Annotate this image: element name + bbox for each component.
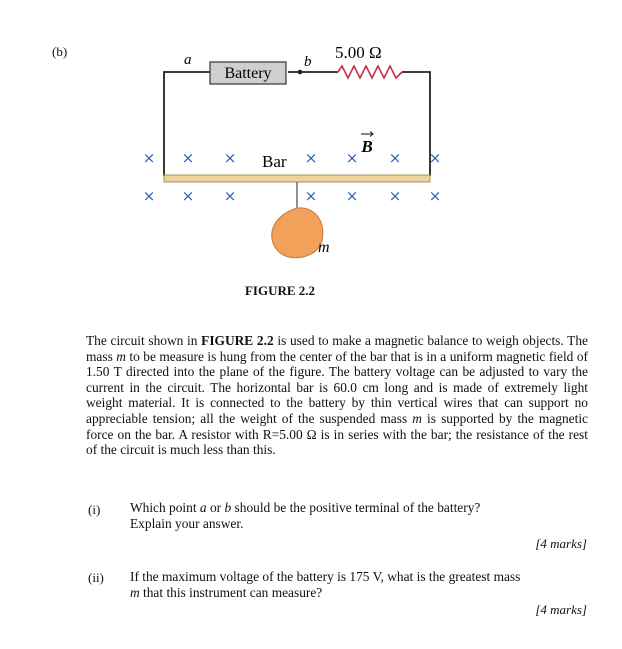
field-x-marker: ×: [304, 187, 318, 205]
right-wire: [402, 72, 430, 176]
field-x-marker: ×: [304, 149, 318, 167]
mass-label: m: [318, 239, 330, 256]
field-x-marker: ×: [428, 149, 442, 167]
terminal-b-dot: [298, 70, 303, 75]
terminal-a-label: a: [184, 52, 192, 68]
question-text: Which point a or b should be the positive terminal of the battery? Explain your answer.: [130, 500, 481, 531]
field-x-marker: ×: [142, 149, 156, 167]
bar-label: Bar: [262, 152, 287, 171]
question-number: (i): [88, 502, 101, 517]
question-marks: [4 marks]: [535, 602, 587, 617]
part-label: (b): [52, 44, 68, 59]
question-number: (ii): [88, 570, 104, 585]
field-x-marker: ×: [181, 149, 195, 167]
field-label: B: [361, 137, 373, 156]
vector-arrow-icon: [361, 132, 373, 137]
field-x-marker: ×: [388, 149, 402, 167]
horizontal-bar: [164, 175, 430, 182]
battery-label: Battery: [224, 65, 272, 82]
terminal-b-label: b: [304, 54, 312, 70]
field-x-marker: ×: [388, 187, 402, 205]
field-x-marker: ×: [142, 187, 156, 205]
resistor-zigzag: [338, 66, 402, 78]
resistor-label: 5.00 Ω: [335, 43, 382, 62]
question-text: If the maximum voltage of the battery is 175 V, what is the greatest mass m that this instrument can measure?: [130, 569, 521, 600]
field-x-marker: ×: [223, 149, 237, 167]
question-marks: [4 marks]: [535, 536, 587, 551]
field-x-marker: ×: [345, 187, 359, 205]
field-x-marker: ×: [181, 187, 195, 205]
hanging-mass: [272, 208, 323, 258]
field-x-marker: ×: [428, 187, 442, 205]
circuit-figure: [140, 38, 460, 268]
field-x-marker: ×: [223, 187, 237, 205]
field-x-marker: ×: [345, 149, 359, 167]
figure-caption: FIGURE 2.2: [244, 283, 316, 298]
problem-paragraph: The circuit shown in FIGURE 2.2 is used to make a magnetic balance to weigh objects. The mass m to be measure is hung from the center of the bar that is in a uniform magnetic field of 1.50 T directed into the plane of the figure. The battery voltage can be adjusted to vary the current in the circuit. The horizontal bar is 60.0 cm long and is made of extremely light weight material. It is connected to the battery by thin vertical wires that can support no appreciable tension; all the weight of the suspended mass m is supported by the magnetic force on the bar. A resistor with R=5.00 Ω is in series with the bar; the resistance of the rest of the circuit is much less than this.: [86, 333, 589, 458]
